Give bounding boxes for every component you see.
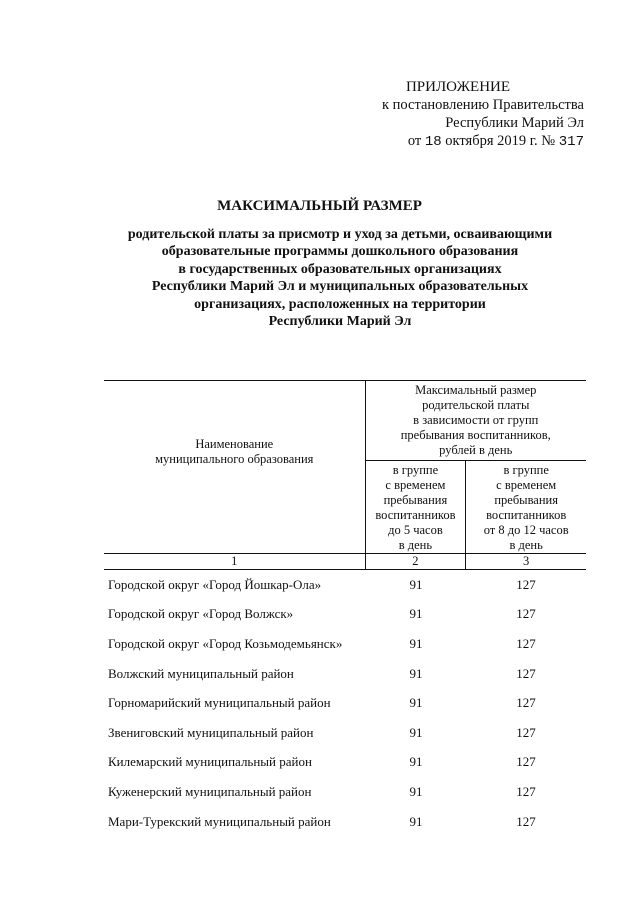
fee-up-to-5-hours: 91 [409, 576, 423, 592]
column-number-3: 3 [466, 554, 586, 570]
fee-up-to-5-hours: 91 [409, 606, 423, 622]
column-header-up-to-5-hours: в группе с временем пребывания воспитанников до 5 часов в день [365, 461, 466, 554]
municipality-name: Куженерский муниципальный район [108, 783, 312, 799]
subtitle-line: Республики Марий Эл и муниципальных образовательных [151, 279, 529, 295]
appendix-month-year: октября 2019 г. № [445, 133, 556, 149]
fee-8-to-12-hours: 127 [516, 635, 536, 651]
fee-8-to-12-hours: 127 [516, 783, 536, 799]
table-row [104, 659, 586, 689]
municipality-name: Горномарийский муниципальный район [108, 695, 331, 711]
fee-table-header [104, 380, 586, 570]
municipality-name: Волжский муниципальный район [108, 665, 294, 681]
table-row [104, 718, 586, 748]
appendix-heading: ПРИЛОЖЕНИЕ [405, 79, 511, 95]
table-row [104, 570, 586, 600]
fee-8-to-12-hours: 127 [516, 606, 536, 622]
fee-up-to-5-hours: 91 [409, 665, 423, 681]
subtitle-line: образовательные программы дошкольного образования [161, 244, 519, 260]
municipality-name: Килемарский муниципальный район [108, 754, 312, 770]
document-subtitle [80, 226, 600, 330]
fee-8-to-12-hours: 127 [516, 695, 536, 711]
appendix-date-line [382, 132, 584, 151]
municipality-name: Звениговский муниципальный район [108, 724, 314, 740]
appendix-line-1: к постановлению Правительства [382, 97, 584, 113]
municipality-name: Городской округ «Город Волжск» [108, 606, 294, 622]
fee-8-to-12-hours: 127 [516, 665, 536, 681]
fee-8-to-12-hours: 127 [516, 813, 536, 829]
column-header-municipality: Наименование муниципального образования [104, 381, 365, 554]
appendix-number: 317 [558, 134, 584, 150]
fee-8-to-12-hours: 127 [516, 576, 536, 592]
fee-8-to-12-hours: 127 [516, 754, 536, 770]
fee-up-to-5-hours: 91 [409, 783, 423, 799]
table-row [104, 600, 586, 630]
municipality-name: Городской округ «Город Козьмодемьянск» [108, 635, 343, 651]
fee-up-to-5-hours: 91 [409, 635, 423, 651]
subtitle-line: в государственных образовательных организациях [178, 261, 502, 277]
appendix-block [382, 78, 584, 151]
column-number-1: 1 [104, 554, 365, 570]
fee-up-to-5-hours: 91 [409, 724, 423, 740]
table-row [104, 688, 586, 718]
appendix-line-2: Республики Марий Эл [445, 115, 584, 131]
subtitle-line: организациях, расположенных на территории [194, 296, 486, 312]
column-group-header: Максимальный размер родительской платы в зависимости от групп пребывания воспитанников, рублей в день [365, 381, 586, 461]
fee-up-to-5-hours: 91 [409, 695, 423, 711]
fee-table-body [104, 570, 586, 836]
appendix-date-prefix: от [407, 133, 422, 149]
table-row [104, 748, 586, 778]
column-header-8-to-12-hours: в группе с временем пребывания воспитанников от 8 до 12 часов в день [466, 461, 586, 554]
table-row [104, 777, 586, 807]
fee-up-to-5-hours: 91 [409, 754, 423, 770]
municipality-name: Мари-Турекский муниципальный район [108, 813, 331, 829]
municipality-name: Городской округ «Город Йошкар-Ола» [108, 576, 322, 592]
subtitle-line: родительской платы за присмотр и уход за детьми, осваивающими [127, 227, 553, 242]
column-number-2: 2 [365, 554, 466, 570]
fee-8-to-12-hours: 127 [516, 724, 536, 740]
subtitle-line: Республики Марий Эл [268, 314, 412, 330]
document-title: МАКСИМАЛЬНЫЙ РАЗМЕР [217, 198, 422, 214]
table-row [104, 629, 586, 659]
table-row [104, 807, 586, 837]
appendix-day: 18 [424, 134, 442, 150]
fee-up-to-5-hours: 91 [409, 813, 423, 829]
